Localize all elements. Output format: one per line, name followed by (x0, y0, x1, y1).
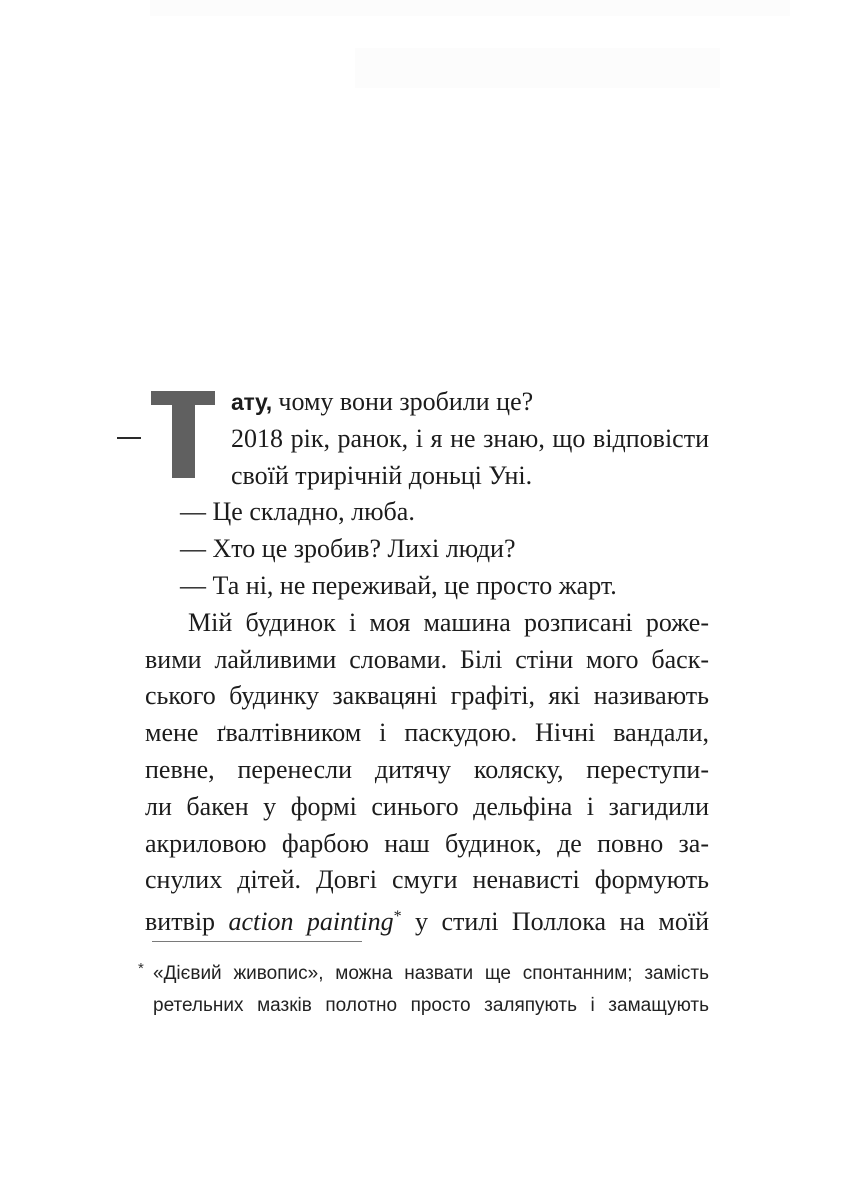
footnote-line: ретельних мазків полотно просто заляпують і замащують (153, 995, 709, 1016)
lead-in-word: ату, (231, 389, 272, 415)
text-line: своїй трирічній доньці Уні. (231, 460, 533, 490)
chapter-body-text (145, 384, 709, 936)
text-line: ли бакен у формі синього дельфіна і загидили (145, 791, 709, 821)
text-line (231, 384, 709, 421)
footnote-separator (152, 941, 362, 942)
dialogue-line: — Та ні, не переживай, це просто жарт. (180, 570, 617, 600)
dialogue-line: — Це складно, люба. (180, 497, 415, 527)
text-line: 2018 рік, ранок, і я не знаю, що відповісти (231, 423, 709, 453)
text-line: снулих дітей. Довгі смуги ненависті формують (145, 865, 709, 895)
text-line: певне, перенесли дитячу коляску, переступи- (145, 754, 709, 784)
footnote-marker: * (138, 960, 144, 977)
text-segment: витвір (145, 907, 229, 937)
text-segment: у стилі Поллока на моїй (401, 907, 709, 937)
italic-term: action painting (228, 907, 394, 937)
text-line: мене ґвалтівником і паскудою. Нічні вандали, (145, 718, 709, 748)
text-line: ського будинку заквацяні графіті, які називають (145, 681, 709, 711)
bleed-through-shade (355, 48, 720, 88)
bleed-through-shade (150, 0, 790, 16)
text-line: вими лайливими словами. Білі стіни мого баск- (145, 644, 709, 674)
text-line (145, 899, 709, 936)
text-line-content: чому вони зробили це? (271, 387, 534, 416)
opening-dialogue-dash (117, 437, 141, 439)
footnote-line: «Дієвий живопис», можна назвати ще спонтанним; замість (153, 963, 709, 984)
dialogue-line: — Хто це зробив? Лихі люди? (180, 534, 516, 564)
paragraph-first-line: Мій будинок і моя машина розписані роже- (188, 607, 709, 637)
footnote-reference[interactable]: * (393, 908, 402, 926)
text-line: акриловою фарбою наш будинок, де повно за- (145, 828, 709, 858)
footnote-text (153, 958, 709, 1022)
